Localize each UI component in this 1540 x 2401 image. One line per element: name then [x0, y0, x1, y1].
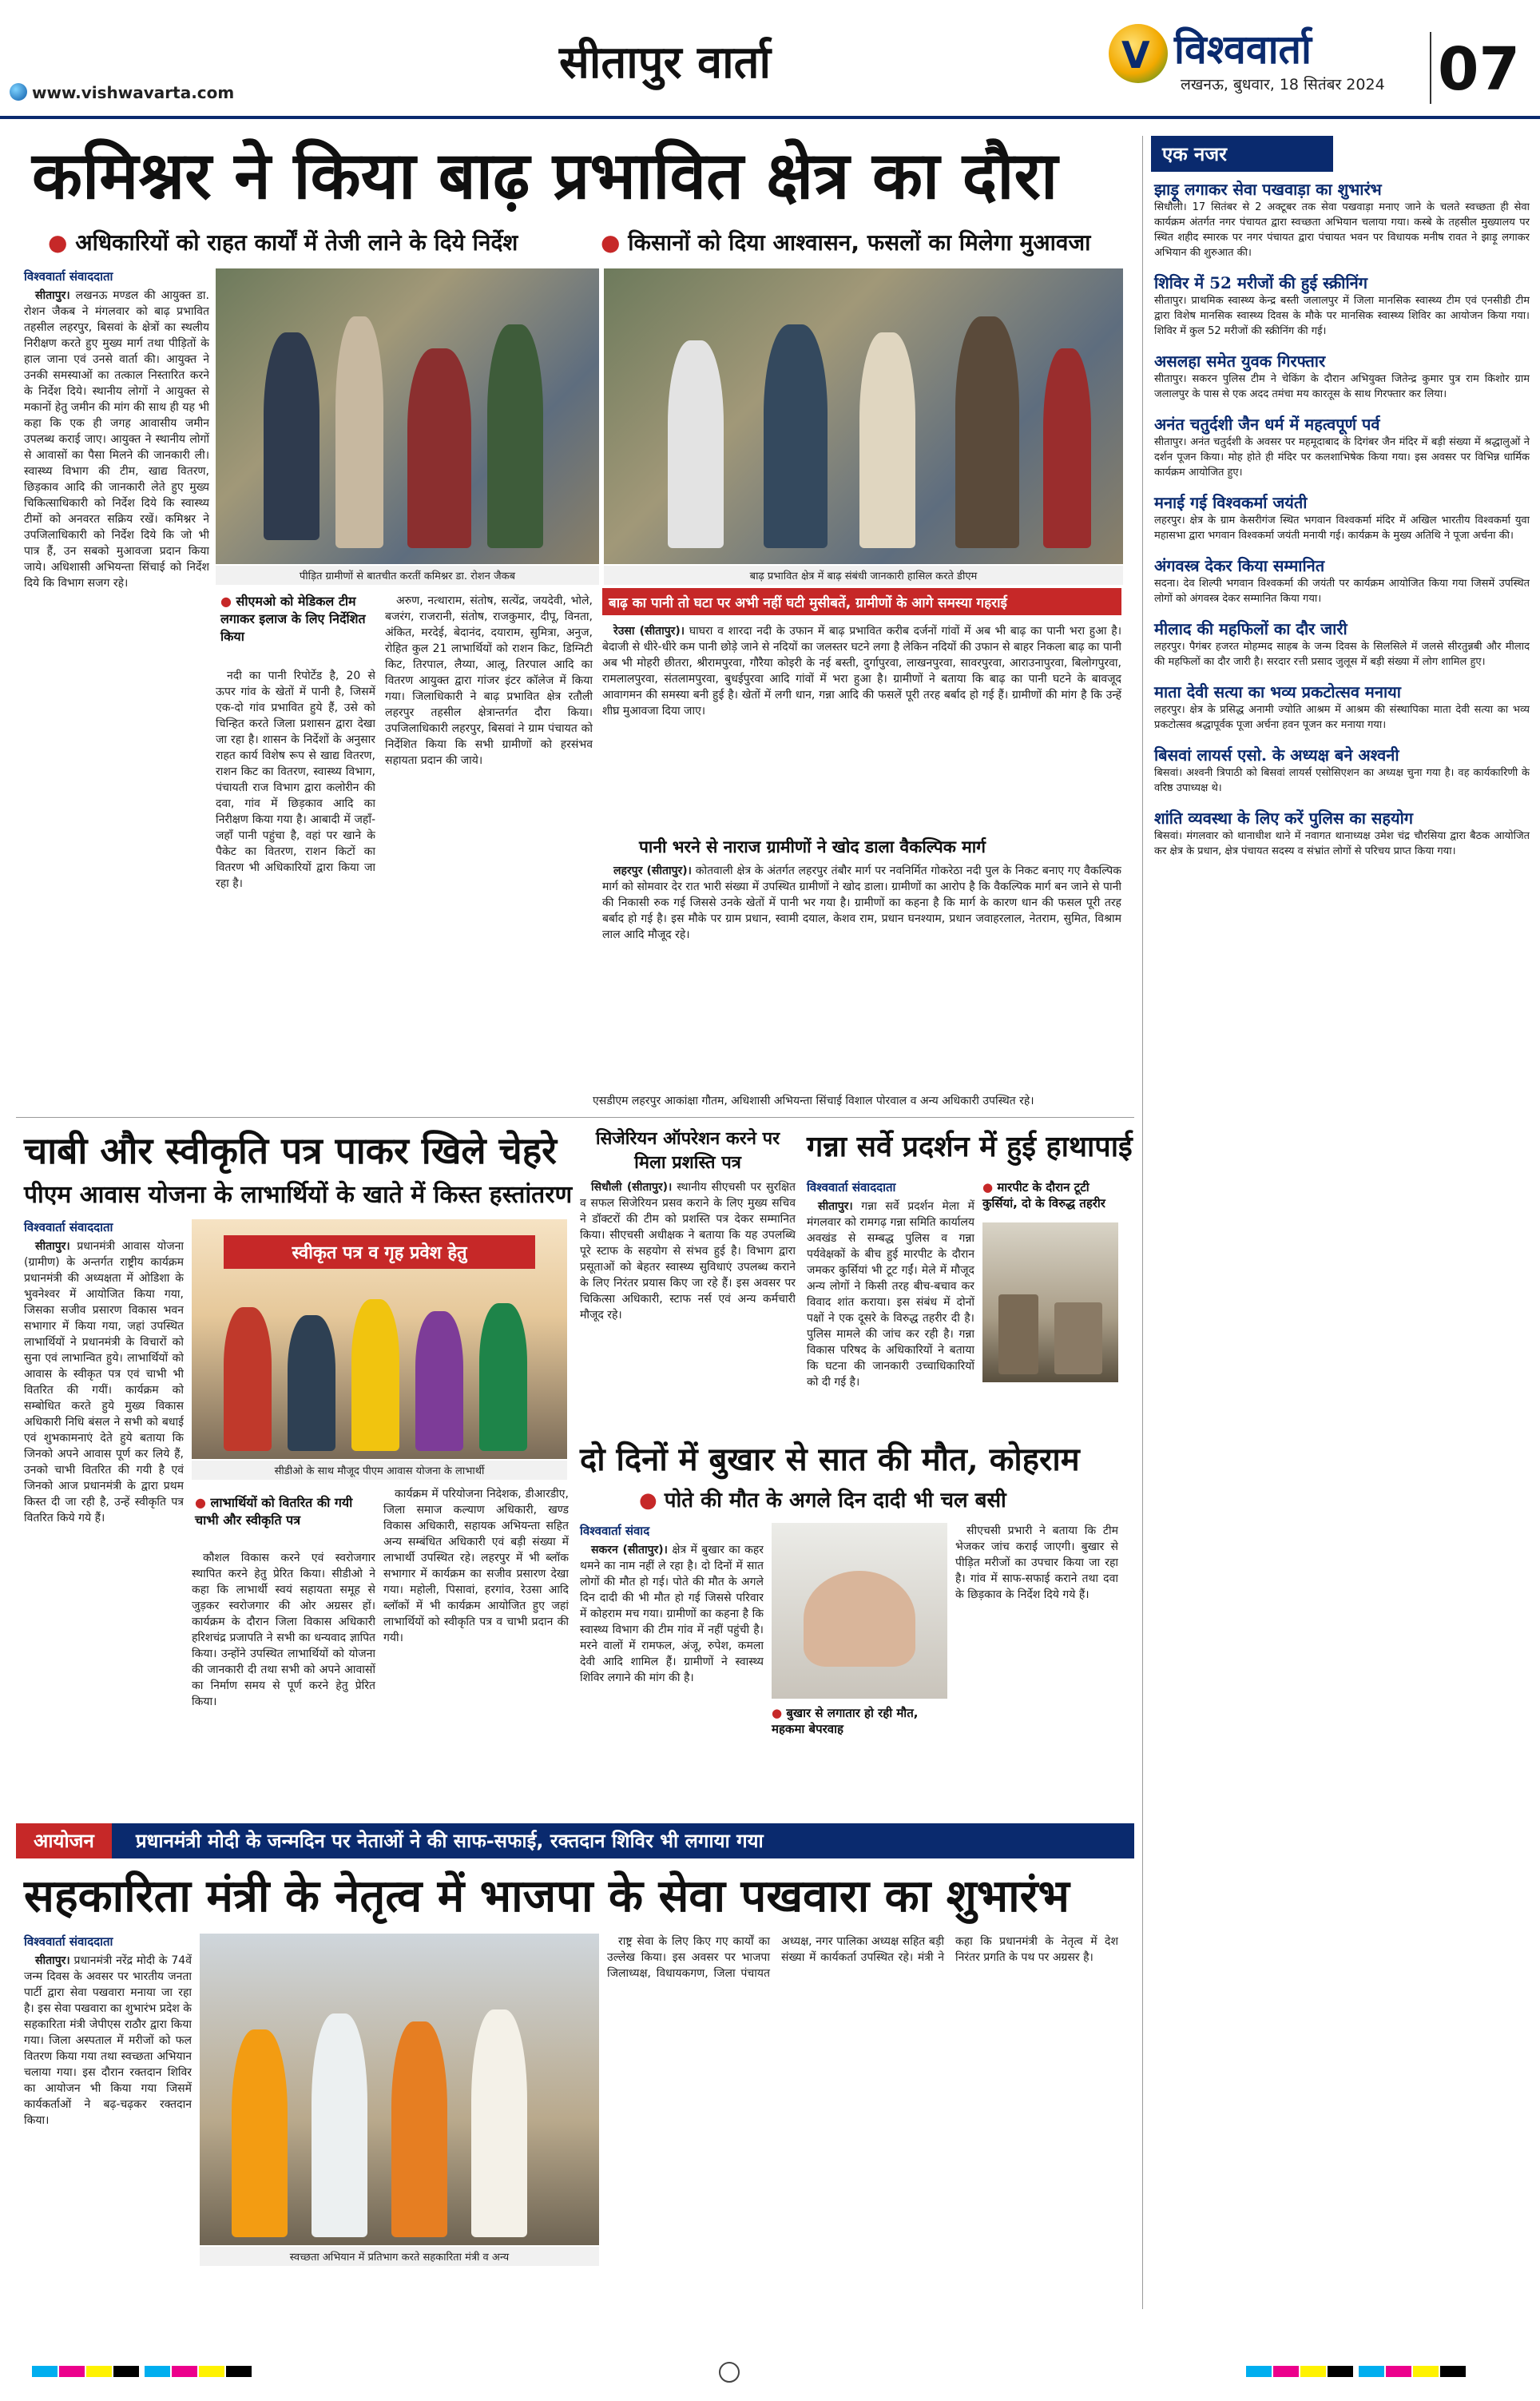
fever-subheadline-text: पोते की मौत के अगले दिन दादी भी चल बसी [664, 1489, 1006, 1513]
sidebar-item [1154, 350, 1530, 402]
dateline-word: लहरपुर (सीतापुर)। [613, 865, 692, 877]
bjp-body-2 [607, 1934, 1118, 2304]
pmay-subheadline: पीएम आवास योजना के लाभार्थियों के खाते में किस्त हस्तांतरण [24, 1181, 573, 1209]
lead-photo-2-caption: बाढ़ प्रभावित क्षेत्र में बाढ़ संबंधी जानकारी हासिल करते डीएम [604, 566, 1123, 585]
fever-byline: विश्ववार्ता संवाद [580, 1524, 650, 1538]
sidebar-item-title: मनाई गई विश्वकर्मा जयंती [1154, 493, 1308, 512]
fever-body-2-text: सीएचसी प्रभारी ने बताया कि टीम भेजकर जांच कराई जाएगी। बुखार से पीड़ित मरीजों का उपचार किया जा रहा है। गांव में साफ-सफाई कराने तथा दवा के छिड़काव के निर्देश दिये गये हैं। [955, 1524, 1118, 1601]
pmay-photo-banner: स्वीकृत पत्र व गृह प्रवेश हेतु [224, 1235, 535, 1269]
section-divider [16, 1117, 1134, 1118]
flood-subhead: पानी भरने से नाराज ग्रामीणों ने खोद डाला वैकल्पिक मार्ग [639, 837, 986, 857]
flood-body [602, 623, 1121, 829]
globe-icon [10, 83, 27, 101]
bullet-icon: ● [639, 1489, 657, 1513]
website-url[interactable]: www.vishwavarta.com [32, 83, 235, 102]
flood-footer-line: एसडीएम लहरपुर आकांक्षा गौतम, अधिशासी अभियन्ता सिंचाई विशाल पोरवाल व अन्य अधिकारी उपस्थित रहे। [593, 1095, 1034, 1107]
sidebar [1142, 136, 1534, 2309]
lead-col1-text: लखनऊ मण्डल की आयुक्त डा. रोशन जैकब ने मंगलवार को बाढ़ प्रभावित तहसील लहरपुर, बिसवां के क्षेत्रों का स्थलीय निरीक्षण करते हुए मुख्य मार्ग तथा पीड़ितों के हाल जाना एवं उनसे वार्ता की। आयुक्त ने उनकी समस्याओं का तत्काल निस्तारित करने के निर्देश दिये। स्थानीय लोगों ने आयुक्त से मकानों हेतु जमीन की मांग की साथ ही यह भी कहा कि एक ही जगह आवासीय जमीन उपलब्ध कराई जाए। आयुक्त ने स्थानीय लोगों से आवासों का पैसा मिलने की जानकारी ली। स्वास्थ्य विभाग की टीम, खाद्य वितरण, छिड़काव आदि की जानकारी लेते हुए मुख्य चिकित्साधिकारी को निर्देश दिये कि स्वास्थ्य टीमों को अनवरत सक्रिय रखें। कमिश्नर ने उपजिलाधिकारी को निर्देश दिये कि जो भी पात्र हैं, उन सबको मुआवजा प्रदान किया जाये। अधिशासी अभियन्ता सिंचाई को निर्देश दिये कि विभाग सजग रहे। [24, 289, 209, 590]
dateline: लखनऊ, बुधवार, 18 सितंबर 2024 [1181, 76, 1385, 93]
dateline-word: सकरन (सीतापुर)। [591, 1544, 668, 1556]
sidebar-item-text: सीतापुर। अनंत चतुर्दशी के अवसर पर महमूदाबाद के दिगंबर जैन मंदिर में बड़ी संख्या में श्रद्धालुओं ने दर्शन पूजन किया। मोह होते ही मंदिर पर कलशाभिषेक किया गया। इस अवसर पर विभिन्न धार्मिक कार्यक्रम आयोजित हुए। [1154, 436, 1530, 479]
bullet-icon: ● [982, 1180, 994, 1195]
sidebar-header: एक नजर [1151, 136, 1333, 172]
lead-photo-2 [604, 268, 1123, 564]
dateline-word: रेउसा (सीतापुर)। [613, 625, 685, 638]
sidebar-item-title: मीलाद की महफिलों का दौर जारी [1154, 619, 1348, 638]
lead-col3 [385, 593, 593, 1099]
sidebar-item-title: माता देवी सत्या का भव्य प्रकटोत्सव मनाया [1154, 682, 1401, 702]
cesarean-headline: सिजेरियन ऑपरेशन करने पर मिला प्रशस्ति पत्र [595, 1128, 780, 1173]
lead-col2-text: नदी का पानी रिपोर्टेड है, 20 से ऊपर गांव के खेतों में पानी है, जिसमें एक-दो गांव प्रभावित हुये हैं, उसे को चिन्हित करते जिला प्रशासन द्वारा देखा जा रहा है। शासन के निर्देशों के अनुसार राहत कार्य विशेष रूप से खाद्य वितरण, राशन किट का वितरण, स्वास्थ्य विभाग, पंचायती राज विभाग द्वारा कलोरीन की दवा, गांव में छिड़काव आदि का निरीक्षण किया गया है। आबादी में जहाँ-जहाँ पानी पहुंचा है, वहां पर खाने के पैकेट का वितरण, राशन किटों का वितरण भी अधिकारियों द्वारा किया जा रहा है। [216, 670, 375, 890]
lead-photo-1 [216, 268, 599, 564]
event-banner-text: प्रधानमंत्री मोदी के जन्मदिन पर नेताओं ने की साफ-सफाई, रक्तदान शिविर भी लगाया गया [136, 1830, 764, 1852]
sidebar-item-title: शांति व्यवस्था के लिए करें पुलिस का सहयोग [1154, 809, 1414, 828]
sidebar-item [1154, 807, 1530, 859]
fever-body [580, 1542, 764, 1814]
sugarcane-body [807, 1199, 974, 1438]
print-color-bar-right [1246, 2365, 1467, 2380]
lead-subhead [220, 593, 372, 646]
sidebar-item [1154, 413, 1530, 480]
sidebar-item-title: झाड़ू लगाकर सेवा पखवाड़ा का शुभारंभ [1154, 180, 1382, 199]
sidebar-item-title: शिविर में 52 मरीजों की हुई स्क्रीनिंग [1154, 273, 1368, 292]
bjp-photo [200, 1934, 599, 2245]
lead-headline: कमिश्नर ने किया बाढ़ प्रभावित क्षेत्र का दौरा [32, 137, 1058, 214]
sidebar-item-text: लहरपुर। क्षेत्र के ग्राम केसरीगंज स्थित भगवान विश्वकर्मा मंदिर में अखिल भारतीय विश्वकर्मा युवा महासभा द्वारा भगवान विश्वकर्मा जयंती मनायी गई। कार्यक्रम के मुख्य अतिथि ने पूजा अर्चना की। [1154, 515, 1530, 542]
fever-photo [772, 1523, 947, 1699]
sidebar-item [1154, 272, 1530, 339]
bullet-icon: ● [195, 1495, 206, 1510]
section-title: सीतापुर वार्ता [559, 36, 772, 89]
brand-name: विश्ववार्ता [1174, 26, 1312, 73]
sidebar-item-text: सीतापुर। सकरन पुलिस टीम ने चेकिंग के दौरान अभियुक्त जितेन्द्र कुमार पुत्र राम किशोर ग्राम जलालपुर के पास से एक अदद तमंचा मय कारतूस के साथ गिरफ्तार कर लिया। [1154, 373, 1530, 400]
pmay-headline: चाबी और स्वीकृति पत्र पाकर खिले चेहरे [24, 1129, 557, 1172]
sidebar-item-title: अंगवस्त्र देकर किया सम्मानित [1154, 556, 1325, 575]
sugarcane-caption [982, 1179, 1118, 1211]
lead-col1 [24, 288, 209, 1087]
lead-subheadline-2 [601, 227, 1090, 257]
sidebar-item-text: लहरपुर। पैगंबर हजरत मोहम्मद साहब के जन्म दिवस के सिलसिले में जलसे सीरतुन्नबी और मीलाद की महफिलों का दौर जारी है। सरदार रत्ती प्रसाद जुलूस में बड़ी संख्या में लोग शामिल हुए। [1154, 641, 1530, 668]
dateline-word: सीतापुर। [35, 1240, 70, 1253]
sidebar-item-text: बिसवां। अश्वनी त्रिपाठी को बिसवां लायर्स एसोसिएशन का अध्यक्ष चुना गया है। वह कार्यकारिणी के वरिष्ठ उपाध्यक्ष थे। [1154, 767, 1530, 794]
sidebar-item-title: असलहा समेत युवक गिरफ्तार [1154, 352, 1326, 371]
logo-check-icon: V [1121, 34, 1150, 77]
masthead [0, 0, 1540, 128]
bjp-byline: विश्ववार्ता संवाददाता [24, 1934, 113, 1949]
sugarcane-caption-text: मारपीट के दौरान टूटी कुर्सियां, दो के विरुद्ध तहरीर [982, 1180, 1105, 1210]
fever-body-2 [955, 1523, 1118, 1814]
sidebar-item [1154, 681, 1530, 733]
sugarcane-photo [982, 1222, 1118, 1382]
fever-subheadline [639, 1485, 1006, 1513]
cesarean-body-text: स्थानीय सीएचसी पर सुरक्षित व सफल सिजेरियन प्रसव कराने के लिए मुख्य सचिव ने डॉक्टरों की टीम को प्रशस्ति पत्र देकर सम्मानित किया। सीएचसी अधीक्षक ने बताया कि यह उपलब्धि पूरे स्टाफ के सहयोग से संभव हुई है। विभाग द्वारा प्रसूताओं को बेहतर स्वास्थ्य सुविधाएं उपलब्ध कराने के लिए निरंतर प्रयास किए जा रहे हैं। इस अवसर पर चिकित्सा अधिकारी, स्टाफ नर्स एवं अन्य कर्मचारी मौजूद रहे। [580, 1181, 796, 1322]
bullet-icon: ● [772, 1706, 783, 1720]
sidebar-item [1154, 555, 1530, 606]
sidebar-item-title: बिसवां लायर्स एसो. के अध्यक्ष बने अश्वनी [1154, 745, 1399, 765]
fever-caption-text: बुखार से लगातार हो रही मौत, महकमा बेपरवाह [772, 1706, 919, 1736]
pmay-col3-text: कार्यक्रम में परियोजना निदेशक, डीआरडीए, जिला समाज कल्याण अधिकारी, खण्ड विकास अधिकारी, सहायक अभियन्ता सहित अन्य सम्बंधित अधिकारी एवं बड़ी संख्या में लाभार्थी उपस्थित रहे। लहरपुर में भी ब्लॉक सभागार में कार्यक्रम का सजीव प्रसारण देखा गया। महोली, पिसावां, हरगांव, रेउसा आदि ब्लॉकों में भी कार्यक्रम आयोजित हुए जहां लाभार्थियों को स्वीकृति पत्र व चाभी प्रदान की गयी। [383, 1488, 569, 1644]
pmay-col1-text: प्रधानमंत्री आवास योजना (ग्रामीण) के अन्तर्गत राष्ट्रीय कार्यक्रम प्रधानमंत्री की अध्यक्षता में ओडिशा के भुवनेश्वर में आयोजित किया गया, जिसका सजीव प्रसारण विकास भवन सभागार में किया गया, जहां उपस्थित लाभार्थियों ने प्रधानमंत्री के विचारों को सुना एवं लाभान्वित हुये। लाभार्थियों को आवास के स्वीकृत पत्र एवं चाभी भी वितरित की गयीं। कार्यक्रम को सम्बोधित करते हुये मुख्य विकास अधिकारी निधि बंसल ने सभी को बधाई एवं शुभकामनाएं देते हुये बताया कि जिनको अपने आवास पूर्ण कर लिये हैं, उनको चाभी वितरित की गयी है एवं जिनको आज प्रधानमंत्री के द्वारा प्रथम किस्त दी जा रही है, उन्हें स्वीकृति पत्र वितरित किये गये हैं। [24, 1240, 184, 1524]
fever-caption [772, 1705, 947, 1737]
registration-mark-icon [719, 2362, 740, 2383]
pmay-byline: विश्ववार्ता संवाददाता [24, 1220, 113, 1234]
bjp-photo-caption: स्वच्छता अभियान में प्रतिभाग करते सहकारिता मंत्री व अन्य [200, 2247, 599, 2266]
pmay-subhead [195, 1494, 379, 1529]
dateline-word: सिधौली (सीतापुर)। [591, 1181, 673, 1194]
byline-text: विश्ववार्ता संवाददाता [24, 269, 113, 284]
cesarean-body [580, 1179, 796, 1432]
event-banner [16, 1823, 1134, 1858]
lead-sub2-text: किसानों को दिया आश्वासन, फसलों का मिलेगा मुआवजा [628, 229, 1091, 256]
lead-subhead-text: सीएमओ को मेडिकल टीम लगाकर इलाज के लिए निर्देशित किया [220, 594, 366, 644]
sugarcane-byline: विश्ववार्ता संवाददाता [807, 1180, 896, 1195]
flood-body-2 [602, 863, 1121, 1088]
sidebar-item-text: बिसवां। मंगलवार को थानाधीश थाने में नवागत थानाध्यक्ष उमेश चंद्र चौरसिया द्वारा बैठक आयोजित कर क्षेत्र के प्रधान, क्षेत्र पंचायत सदस्य व संभ्रांत लोगों से परिचय प्राप्त किया गया। [1154, 830, 1530, 857]
page-number: 07 [1438, 35, 1520, 104]
pmay-col2-text: कौशल विकास करने एवं स्वरोजगार स्थापित करने हेतु प्रेरित किया। सीडीओ ने कहा कि लाभार्थी स्वयं सहायता समूह से जुड़कर स्वरोजगार की ओर अग्रसर हों। कार्यक्रम के दौरान जिला विकास अधिकारी हरिशचंद्र प्रजापति ने सभी का धन्यवाद ज्ञापित किया। उन्होंने उपस्थित लाभार्थियों को योजना की जानकारी दी तथा सभी को अपने आवासों का निर्माण समय से पूर्ण करने हेतु प्रेरित किया। [192, 1552, 375, 1708]
sidebar-item-text: सदना। देव शिल्पी भगवान विश्वकर्मा की जयंती पर कार्यक्रम आयोजित किया गया जिसमें उपस्थित लोगों को अंगवस्त्र देकर सम्मानित किया गया। [1154, 578, 1530, 605]
bjp-body-2-text: राष्ट्र सेवा के लिए किए गए कार्यों का उल्लेख किया। इस अवसर पर भाजपा जिलाध्यक्ष, विधायकगण, जिला पंचायत अध्यक्ष, नगर पालिका अध्यक्ष सहित बड़ी संख्या में कार्यकर्ता उपस्थित रहे। मंत्री ने कहा कि प्रधानमंत्री के नेतृत्व में देश निरंतर प्रगति के पथ पर अग्रसर है। [607, 1935, 1118, 1980]
bullet-icon: ● [220, 594, 232, 609]
dateline-word: सीतापुर। [35, 1954, 70, 1967]
flood-banner [602, 588, 1121, 615]
sidebar-item [1154, 491, 1530, 543]
page-number-divider [1430, 32, 1431, 104]
sidebar-item [1154, 744, 1530, 796]
flood-banner-text: बाढ़ का पानी तो घटा पर अभी नहीं घटी मुसीबतें, ग्रामीणों के आगे समस्या गहराई [609, 595, 1007, 611]
sidebar-items [1143, 172, 1534, 859]
sugarcane-body-text: गन्ना सर्वे प्रदर्शन मेला में मंगलवार को रामगढ़ गन्ना समिति कार्यालय अवखंड से सम्बद्ध पुलिस व गन्ना पर्यवेक्षकों के बीच हुई मारपीट के दौरान जमकर कुर्सियां भी टूट गईं। मेले में मौजूद अन्य लोगों ने किसी तरह बीच-बचाव कर विवाद शांत कराया। इस संबंध में दोनों पक्षों ने एक दूसरे के विरुद्ध तहरीर दी है। पुलिस मामले की जांच कर रही है। गन्ना विकास परिषद के अधिकारियों ने बताया कि घटना की जानकारी उच्चाधिकारियों को दी गई है। [807, 1200, 974, 1389]
print-color-bar [32, 2365, 253, 2380]
dateline-word: सीतापुर। [818, 1200, 853, 1213]
lead-subheadline-1 [48, 227, 518, 257]
fever-body-text: क्षेत्र में बुखार का कहर थमने का नाम नहीं ले रहा है। दो दिनों में सात लोगों की मौत हो गई। पोते की मौत के अगले दिन दादी की भी मौत हो गई जिससे परिवार में कोहराम मच गया। ग्रामीणों का कहना है कि स्वास्थ्य विभाग की टीम गांव में नहीं पहुंची है। मरने वालों में रामफल, अंजू, रुपेश, कमला देवी आदि शामिल हैं। ग्रामीणों ने स्वास्थ्य शिविर लगाने की मांग की है। [580, 1544, 764, 1684]
event-banner-label: आयोजन [16, 1823, 112, 1858]
lead-col2 [216, 668, 375, 1099]
bullet-icon: ● [48, 229, 68, 256]
header-rule [0, 116, 1540, 119]
flood-body-2-text: कोतवाली क्षेत्र के अंतर्गत लहरपुर तंबौर मार्ग पर नवनिर्मित गोकरेठा नदी पुल के निकट बनाए गए वैकल्पिक मार्ग को सोमवार देर रात भारी संख्या में उपस्थित ग्रामीणों ने खोद डाला। ग्रामीणों का आरोप है कि वैकल्पिक मार्ग बन जाने से पानी की निकासी रुक गई जिससे उनके खेतों में पानी भर गया है। ग्रामीणों का कहना है कि मार्ग के कारण धान की फसल पूरी तरह बर्बाद हो गई है। इस मौके पर ग्राम प्रधान, स्वामी दयाल, केशव राम, प्रधान घनश्याम, प्रधान जवाहरलाल, नेतराम, सुमित, विश्राम लाल आदि मौजूद रहे। [602, 865, 1121, 941]
fever-headline: दो दिनों में बुखार से सात की मौत, कोहराम [580, 1441, 1080, 1478]
pmay-photo [192, 1219, 567, 1459]
sugarcane-headline: गन्ना सर्वे प्रदर्शन में हुई हाथापाई [807, 1130, 1133, 1163]
pmay-subhead-text: लाभार्थियों को वितरित की गयी चाभी और स्वीकृति पत्र [195, 1495, 353, 1528]
sidebar-item-text: सिधौली। 17 सितंबर से 2 अक्टूबर तक सेवा पखवाड़ा मनाए जाने के चलते स्वच्छता ही सेवा कार्यक्रम अंतर्गत नगर पंचायत द्वारा स्वच्छता अभियान चलाया गया। कस्बे के तहसील मुख्यालय पर स्थित शहीद स्मारक पर नगर पंचायत द्वारा पंचायत भवन पर विधायक मनीष रावत ने झाड़ू लगाकर अभियान की शुरुआत की। [1154, 201, 1530, 259]
bjp-body [24, 1953, 192, 2304]
sidebar-item-title: अनंत चतुर्दशी जैन धर्म में महत्वपूर्ण पर्व [1154, 415, 1380, 434]
pmay-photo-caption: सीडीओ के साथ मौजूद पीएम आवास योजना के लाभार्थी [192, 1461, 567, 1480]
sidebar-item-text: सीतापुर। प्राथमिक स्वास्थ्य केन्द्र बस्ती जलालपुर में जिला मानसिक स्वास्थ्य टीम एवं एनसीडी टीम द्वारा विशेष मानसिक स्वास्थ्य दिवस के मौके पर मानसिक स्वास्थ्य शिविर का आयोजन किया गया। शिविर में कुल 52 मरीजों की स्क्रीनिंग की गई। [1154, 295, 1530, 337]
bullet-icon: ● [601, 229, 621, 256]
sidebar-item [1154, 618, 1530, 670]
lead-sub1-text: अधिकारियों को राहत कार्यों में तेजी लाने के दिये निर्देश [75, 229, 518, 256]
lead-photo-1-caption: पीड़ित ग्रामीणों से बातचीत करतीं कमिश्नर डा. रोशन जैकब [216, 566, 599, 585]
bjp-body-text: प्रधानमंत्री नरेंद्र मोदी के 74वें जन्म दिवस के अवसर पर भारतीय जनता पार्टी द्वारा सेवा पखवारा मनाया जा रहा है। इस सेवा पखवारा का शुभारंभ प्रदेश के सहकारिता मंत्री जेपीएस राठौर द्वारा किया गया। जिला अस्पताल में मरीजों को फल वितरण किया गया तथा स्वच्छता अभियान चलाया गया। इस दौरान रक्तदान शिविर का आयोजन भी किया गया जिसमें कार्यकर्ताओं ने बढ़-चढ़कर रक्तदान किया। [24, 1954, 192, 2127]
sidebar-item [1154, 178, 1530, 260]
sidebar-item-text: लहरपुर। क्षेत्र के प्रसिद्ध अनामी ज्योति आश्रम में आश्रम की संस्थापिका माता देवी सत्या का भव्य प्रकटोत्सव श्रद्धापूर्वक पूजा अर्चना हवन पूजन कर मनाया गया। [1154, 704, 1530, 731]
dateline-word: सीतापुर। [35, 289, 70, 302]
lead-col3-text: अरुण, नत्थाराम, संतोष, सत्येंद्र, जयदेवी, भोले, बजरंग, राजरानी, संतोष, राजकुमार, दीपू, विनता, अंकित, मरदेई, बेदानंद, दयाराम, सुमित्रा, अनुज, रोहित कुल 21 लाभार्थियों को राशन किट, डिग्निटी किट, तिरपाल, लैय्या, आलू, तिरपाल आदि का वितरण आयुक्त द्वारा गांजर इंटर कॉलेज में किया गया। जिलाधिकारी ने बाढ़ प्रभावित क्षेत्र रतौली लहरपुर तहसील क्षेत्रान्तर्गत दौरा किया। उपजिलाधिकारी लहरपुर, बिसवां ने ग्राम पंचायत को निर्देशित किया कि सभी ग्रामीणों को हरसंभव सहायता प्रदान की जाये। [385, 594, 593, 767]
lead-byline [24, 268, 208, 284]
bjp-headline: सहकारिता मंत्री के नेतृत्व में भाजपा के सेवा पखवारा का शुभारंभ [24, 1870, 1070, 1922]
flood-body-text: घाघरा व शारदा नदी के उफान में बाढ़ प्रभावित करीब दर्जनों गांवों में अब भी बाढ़ का पानी भरा हुआ है। बेदाजी से धीरे-धीरे कम पानी छोड़े जाने से नदियों का जलस्तर घटने लगा है लेकिन नदियों की उफान से बाहर निकला बाढ़ का पानी अब भी मोहरी छीतरा, श्रीरामपुरवा, गौरैया कोइरी के नई बस्ती, दुर्गापुरवा, लाखनपुरवा, सावरपुरवा, आराउनापुरवा, बिलोगपुरवा, रामलालपुरवा, संतलामपुरवा, बुधईपुरवा आदि गांवों में भरा हुआ है। ग्रामीणों ने बताया कि बाढ़ का पानी घटने के बावजूद आवागमन की समस्या बनी हुई है। खेतों में लगी धान, गन्ना आदि की फसलें पूरी तरह बर्बाद हो गई हैं। ग्रामीणों की मांग है कि उन्हें शीघ्र मुआवजा दिया जाए। [602, 625, 1121, 718]
